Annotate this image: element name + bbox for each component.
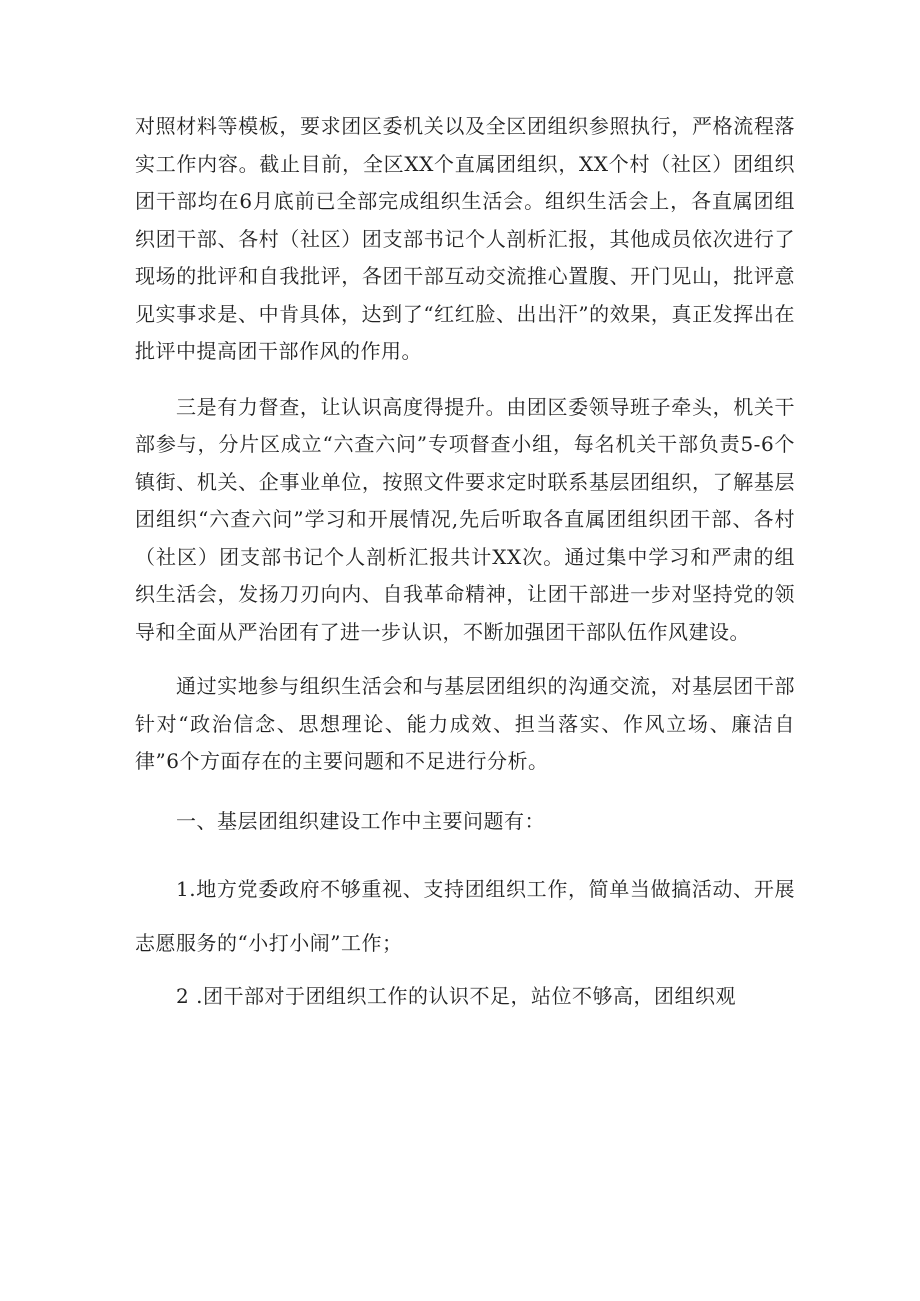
list-item-1: 1.地方党委政府不够重视、支持团组织工作，简单当做搞活动、开展志愿服务的“小打小闹”工作； (135, 877, 795, 955)
paragraph-3: 通过实地参与组织生活会和与基层团组织的沟通交流，对基层团干部针对“政治信念、思想理论、能力成效、担当落实、作风立场、廉洁自律”6个方面存在的主要问题和不足进行分析。 (135, 674, 795, 773)
paragraph-1: 对照材料等模板，要求团区委机关以及全区团组织参照执行，严格流程落实工作内容。截止目前，全区XX个直属团组织，XX个村（社区）团组织团干部均在6月底前已全部完成组织生活会。组织生活会上，各直属团组织团干部、各村（社区）团支部书记个人剖析汇报，其他成员依次进行了现场的批评和自我批评，各团干部互动交流推心置腹、开门见山，批评意见实事求是、中肯具体，达到了“红红脸、出出汗”的效果，真正发挥出在批评中提高团干部作风的作用。 (135, 114, 795, 363)
list-item-2: 2 .团干部对于团组织工作的认识不足，站位不够高，团组织观 (176, 984, 736, 1008)
section-heading-1: 一、基层团组织建设工作中主要问题有： (176, 808, 545, 833)
document-body (135, 108, 795, 1019)
paragraph-2: 三是有力督查，让认识高度得提升。由团区委领导班子牵头，机关干部参与，分片区成立“六查六问”专项督查小组，每名机关干部负责5-6个镇街、机关、企事业单位，按照文件要求定时联系基层团组织，了解基层团组织“六查六问”学习和开展情况,先后听取各直属团组织团干部、各村（社区）团支部书记个人剖析汇报共计XX次。通过集中学习和严肃的组织生活会，发扬刀刃向内、自我革命精神，让团干部进一步对坚持党的领导和全面从严治团有了进一步认识，不断加强团干部队伍作风建设。 (135, 394, 795, 644)
